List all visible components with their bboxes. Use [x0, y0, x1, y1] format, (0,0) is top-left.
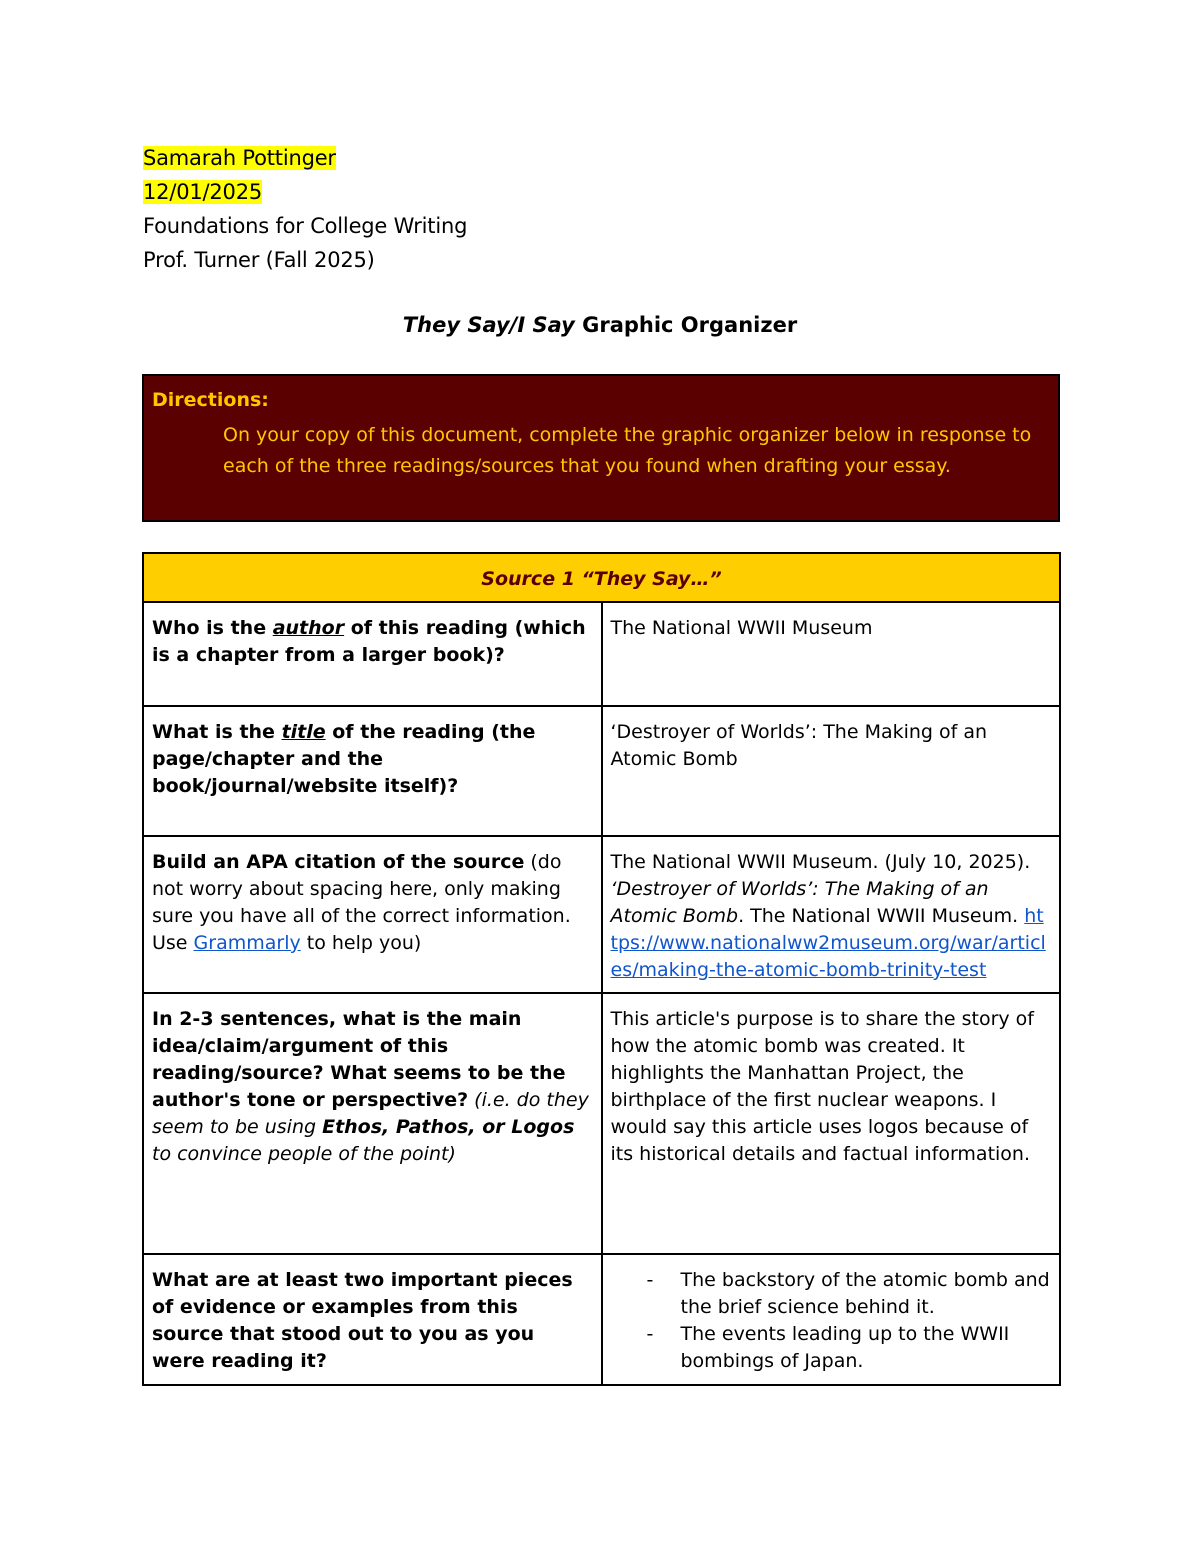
directions-text: On your copy of this document, complete the graphic organizer below in response to each of the three readings/sources that you found when drafting your essay. [223, 424, 1032, 477]
table-header-row [143, 553, 1060, 602]
question-author: Who is the author of this reading (which is a chapter from a larger book)? [143, 602, 602, 706]
source-table [142, 552, 1061, 1386]
table-heading: Source 1 “They Say…” [143, 553, 1060, 602]
question-title: What is the title of the reading (the page/chapter and the book/journal/website itself)? [143, 706, 602, 836]
student-name: Samarah Pottinger [143, 146, 336, 170]
question-evidence: What are at least two important pieces of evidence or examples from this source that stood out to you as you were reading it? [143, 1254, 602, 1385]
grammarly-link[interactable]: Grammarly [193, 932, 301, 954]
table-row [143, 602, 1060, 706]
professor: Prof. Turner (Fall 2025) [143, 248, 375, 272]
list-item: - The backstory of the atomic bomb and the brief science behind it. [681, 1267, 1052, 1321]
answer-citation[interactable]: The National WWII Museum. (July 10, 2025). ‘Destroyer of Worlds’: The Making of an Atomic Bomb. The National WWII Museum. https://www.nationalww2museum.org/war/articles/making-the-atomic-bomb-trinity-test [602, 836, 1061, 993]
list-item: - The events leading up to the WWII bombings of Japan. [681, 1321, 1052, 1375]
table-row [143, 993, 1060, 1254]
directions-box [142, 374, 1060, 522]
table-row [143, 706, 1060, 836]
question-main-idea: In 2-3 sentences, what is the main idea/claim/argument of this reading/source? What seems to be the author's tone or perspective? (i.e. do they seem to be using Ethos, Pathos, or Logos to convince people of the point) [143, 993, 602, 1254]
title-rest: Graphic Organizer [574, 313, 798, 337]
date: 12/01/2025 [143, 180, 263, 204]
directions-label: Directions: [152, 389, 269, 411]
question-citation: Build an APA citation of the source (do not worry about spacing here, only making sure you have all of the correct information. Use Grammarly to help you) [143, 836, 602, 993]
course-name: Foundations for College Writing [143, 214, 468, 238]
evidence-list [611, 1267, 1052, 1375]
table-row [143, 1254, 1060, 1385]
page-title [0, 311, 1200, 339]
article-url-link[interactable]: https://www.nationalww2museum.org/war/articles/making-the-atomic-bomb-trinity-test [610, 905, 1046, 981]
emphasis-author: author [272, 617, 345, 639]
emphasis-title: title [281, 721, 326, 743]
answer-title[interactable]: ‘Destroyer of Worlds’: The Making of an Atomic Bomb [602, 706, 1061, 836]
title-italic: They Say/I Say [402, 313, 575, 337]
table-row [143, 836, 1060, 993]
answer-author[interactable]: The National WWII Museum [602, 602, 1061, 706]
answer-main-idea[interactable]: This article's purpose is to share the story of how the atomic bomb was created. It highlights the Manhattan Project, the birthplace of the first nuclear weapons. I would say this article uses logos because of its historical details and factual information. [602, 993, 1061, 1254]
answer-evidence[interactable] [602, 1254, 1061, 1385]
